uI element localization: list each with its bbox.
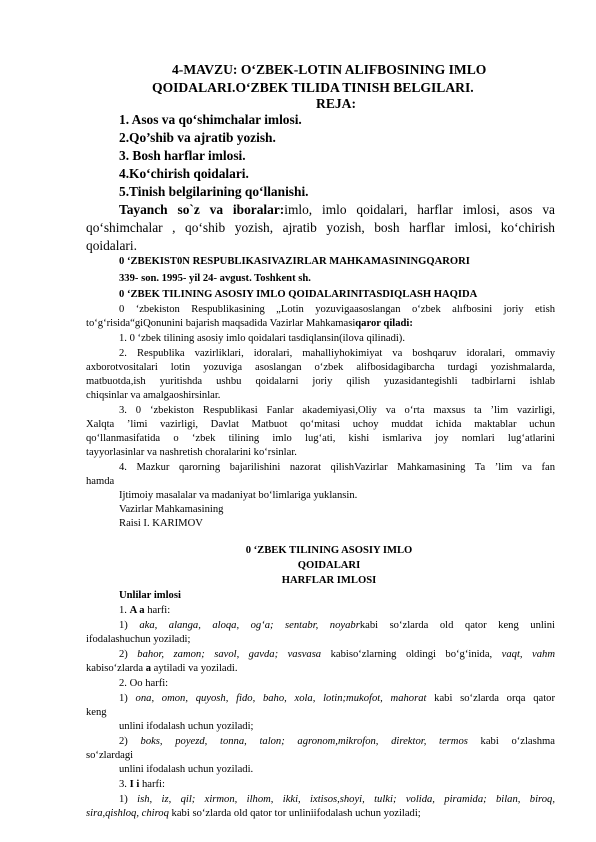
- rule-o-2-line-3: unlini ifodalash uchun yoziladi.: [119, 764, 254, 775]
- rule-o-1-text: kabi so‘zlarda orqa qator: [426, 693, 555, 704]
- decree-point-4-line-1: 4. Mazkur qarorning bajarilishini nazorat qilishVazirlar Mahkamasining Ta ’lim va fan: [119, 462, 555, 473]
- rule-o-label: 2. Oo harfi:: [119, 678, 169, 689]
- rule-o-2-num: 2): [119, 736, 141, 747]
- plan-item-4: 4.Ko‘chirish qoidalari.: [119, 166, 249, 181]
- decree-point-3-line-1: 3. 0 ‘zbekiston Respublikasi Fanlar akademiyasi,Oliy va o‘rta maxsus ta ’lim vazirligi,: [119, 405, 555, 416]
- decree-point-3-line-2: Xalqta ’limi vazirligi, Davlat Matbuot qo‘mitasi uchoy muddat ichida maktablar uchun: [86, 419, 555, 430]
- rule-i-letter: I i: [129, 779, 140, 790]
- rule-a-2-line-1: [119, 649, 555, 660]
- rule-i-1-examples-2: sira,qishloq, chiroq: [86, 808, 169, 819]
- decree-intro-line-2: [86, 318, 413, 329]
- decree-intro-bold: qaror qiladi:: [355, 318, 413, 329]
- decree-signature-1: Vazirlar Mahkamasining: [119, 504, 224, 515]
- rule-a-2-text: kabiso‘zlarning oldingi bo‘g‘inida,: [321, 649, 502, 660]
- rule-a-letter: A a: [129, 605, 145, 616]
- rule-i-1-examples: ish, iz, qil; xirmon, ilhom, ikki, ixtisos,shoyi, tulki; volida, piramida; bilan, biroq,: [137, 794, 555, 805]
- rule-a-2-examples-2: vaqt, vahm: [501, 649, 555, 660]
- rule-o-2-examples: boks, poyezd, tonna, talon; agronom,mikrofon, direktor, termos: [140, 736, 468, 747]
- keywords-line-1: [119, 202, 555, 218]
- rule-a-2-examples: bahor, zamon; savol, gavda; vasvasa: [137, 649, 322, 660]
- rule-a-2-num: 2): [119, 649, 138, 660]
- rule-o-1-line-3: unlini ifodalash uchun yoziladi;: [119, 721, 254, 732]
- rule-a-2-l2-pre: kabiso‘zlarda: [86, 663, 146, 674]
- decree-point-2-line-2: axborotvositalari lotin yozuviga asoslangan o‘zbek alifbosidagibarcha turdagi yozishmalarda,: [86, 362, 555, 373]
- decree-date: 339- son. 1995- yil 24- avgust. Toshkent sh.: [119, 273, 311, 284]
- rule-o-2-line-2: so‘zlardagi: [86, 750, 134, 761]
- keywords-label: Tayanch so`z va iboralar:: [119, 202, 285, 217]
- rule-a-2-line-2: [86, 663, 238, 674]
- plan-item-2: 2.Qo’shib va ajratib yozish.: [119, 130, 276, 145]
- plan-item-1: 1. Asos va qo‘shimchalar imlosi.: [119, 112, 302, 127]
- rule-a-num: 1.: [119, 605, 130, 616]
- rules-heading-2: QOIDALARI: [297, 560, 361, 571]
- rule-o-1-examples: ona, omon, quyosh, fido, baho, xola, lotin;mukofot, mahorat: [135, 693, 427, 704]
- decree-point-2-line-1: 2. Respublika vazirliklari, idoralari, mahalliyhokimiyat va boshqaruv idoralari, ommaviy: [119, 348, 555, 359]
- rule-a-1-examples: aka, alanga, aloqa, og‘a; sentabr, noyabr: [139, 620, 360, 631]
- rule-a-1-num: 1): [119, 620, 140, 631]
- decree-point-2-line-3: matbuotda,ish yuritishda ushbu qoidalarni joriy qilish yuzasidantegishli tadbirlarni ishlab: [86, 376, 555, 387]
- keywords-line-2: qo‘shimchalar , qo‘shib yozish, ajratib yozish, bosh harflar imlosi, ko‘chirish: [86, 220, 555, 235]
- decree-point-4-line-2: hamda: [86, 476, 115, 487]
- decree-intro-line-1: 0 ‘zbekiston Respublikasining „Lotin yozuvigaasoslangan o‘zbek alıfbosini joriy etish: [119, 304, 555, 315]
- rule-o-2-line-1: [119, 736, 555, 747]
- keywords-text-1: imlo, imlo qoidalari, harflar imlosi, asos va: [284, 202, 555, 217]
- rule-a-2-l2-bold: a: [145, 663, 152, 674]
- section-unlilar: Unlilar imlosi: [119, 590, 181, 601]
- rule-a-harfi: harfi:: [144, 605, 171, 616]
- rule-a-1-line-2: ifodalashuchun yoziladi;: [86, 634, 191, 645]
- keywords-line-3: qoidalari.: [86, 238, 137, 253]
- title-line-2: QOIDALARI.O‘ZBEK TILIDA TINISH BELGILARI.: [152, 80, 474, 95]
- decree-subject: 0 ‘ZBEK TILINING ASOSIY IMLO QOIDALARINITASDIQLASH HAQIDA: [119, 289, 478, 300]
- rule-a-2-l2-post: aytiladi va yoziladi.: [151, 663, 238, 674]
- decree-point-4-line-3: Ijtimoiy masalalar va madaniyat bo‘limlariga yuklansin.: [119, 490, 358, 501]
- rule-i-1-line-1: [119, 794, 555, 805]
- rule-o-2-text: kabi o‘zlashma: [467, 736, 555, 747]
- rule-a-label: [119, 605, 170, 616]
- rule-o-1-line-2: keng: [86, 707, 107, 718]
- decree-point-2-line-4: chiqsinlar va amalgaoshirsinlar.: [86, 390, 221, 401]
- rules-heading-1: 0 ‘ZBEK TILINING ASOSIY IMLO: [245, 545, 413, 556]
- decree-intro-text: to‘g‘risida“giQonunini bajarish maqsadida Vazirlar Mahkamasi: [86, 318, 356, 329]
- decree-point-3-line-4: tayyorlasinlar va nashretish choralarini ko‘rsinlar.: [86, 447, 297, 458]
- rules-heading-3: HARFLAR IMLOSI: [281, 575, 377, 586]
- rule-o-1-num: 1): [119, 693, 136, 704]
- rule-i-1-line-2: [86, 808, 421, 819]
- rule-a-1-text: kabi so‘zlarda old qator keng unlini: [359, 620, 555, 631]
- title-reja: REJA:: [316, 96, 357, 111]
- decree-point-3-line-3: qo‘llanmasifatida o ‘zbek tilining imlo lug‘ati, kishi ismlariva joy nomlari lug‘atlarini: [86, 433, 555, 444]
- plan-item-5: 5.Tinish belgilarining qo‘llanishi.: [119, 184, 309, 199]
- rule-o-1-line-1: [119, 693, 555, 704]
- rule-a-1-line-1: [119, 620, 555, 631]
- decree-point-1: 1. 0 ‘zbek tilining asosiy imlo qoidalari tasdiqlansin(ilova qilinadi).: [119, 333, 405, 344]
- plan-item-3: 3. Bosh harflar imlosi.: [119, 148, 246, 163]
- rule-i-1-num: 1): [119, 794, 138, 805]
- rule-i-1-text: kabi so‘zlarda old qator tor unliniifodalash uchun yoziladi;: [168, 808, 421, 819]
- title-line-1: 4-MAVZU: O‘ZBEK-LOTIN ALIFBOSINING IMLO: [172, 62, 487, 77]
- rule-i-harfi: harfi:: [139, 779, 165, 790]
- decree-signature-2: Raisi I. KARIMOV: [119, 518, 203, 529]
- decree-heading: 0 ‘ZBEKIST0N RESPUBLIKASIVAZIRLAR MAHKAMASININGQARORI: [119, 256, 470, 267]
- rule-i-num: 3.: [119, 779, 130, 790]
- rule-i-label: [119, 779, 165, 790]
